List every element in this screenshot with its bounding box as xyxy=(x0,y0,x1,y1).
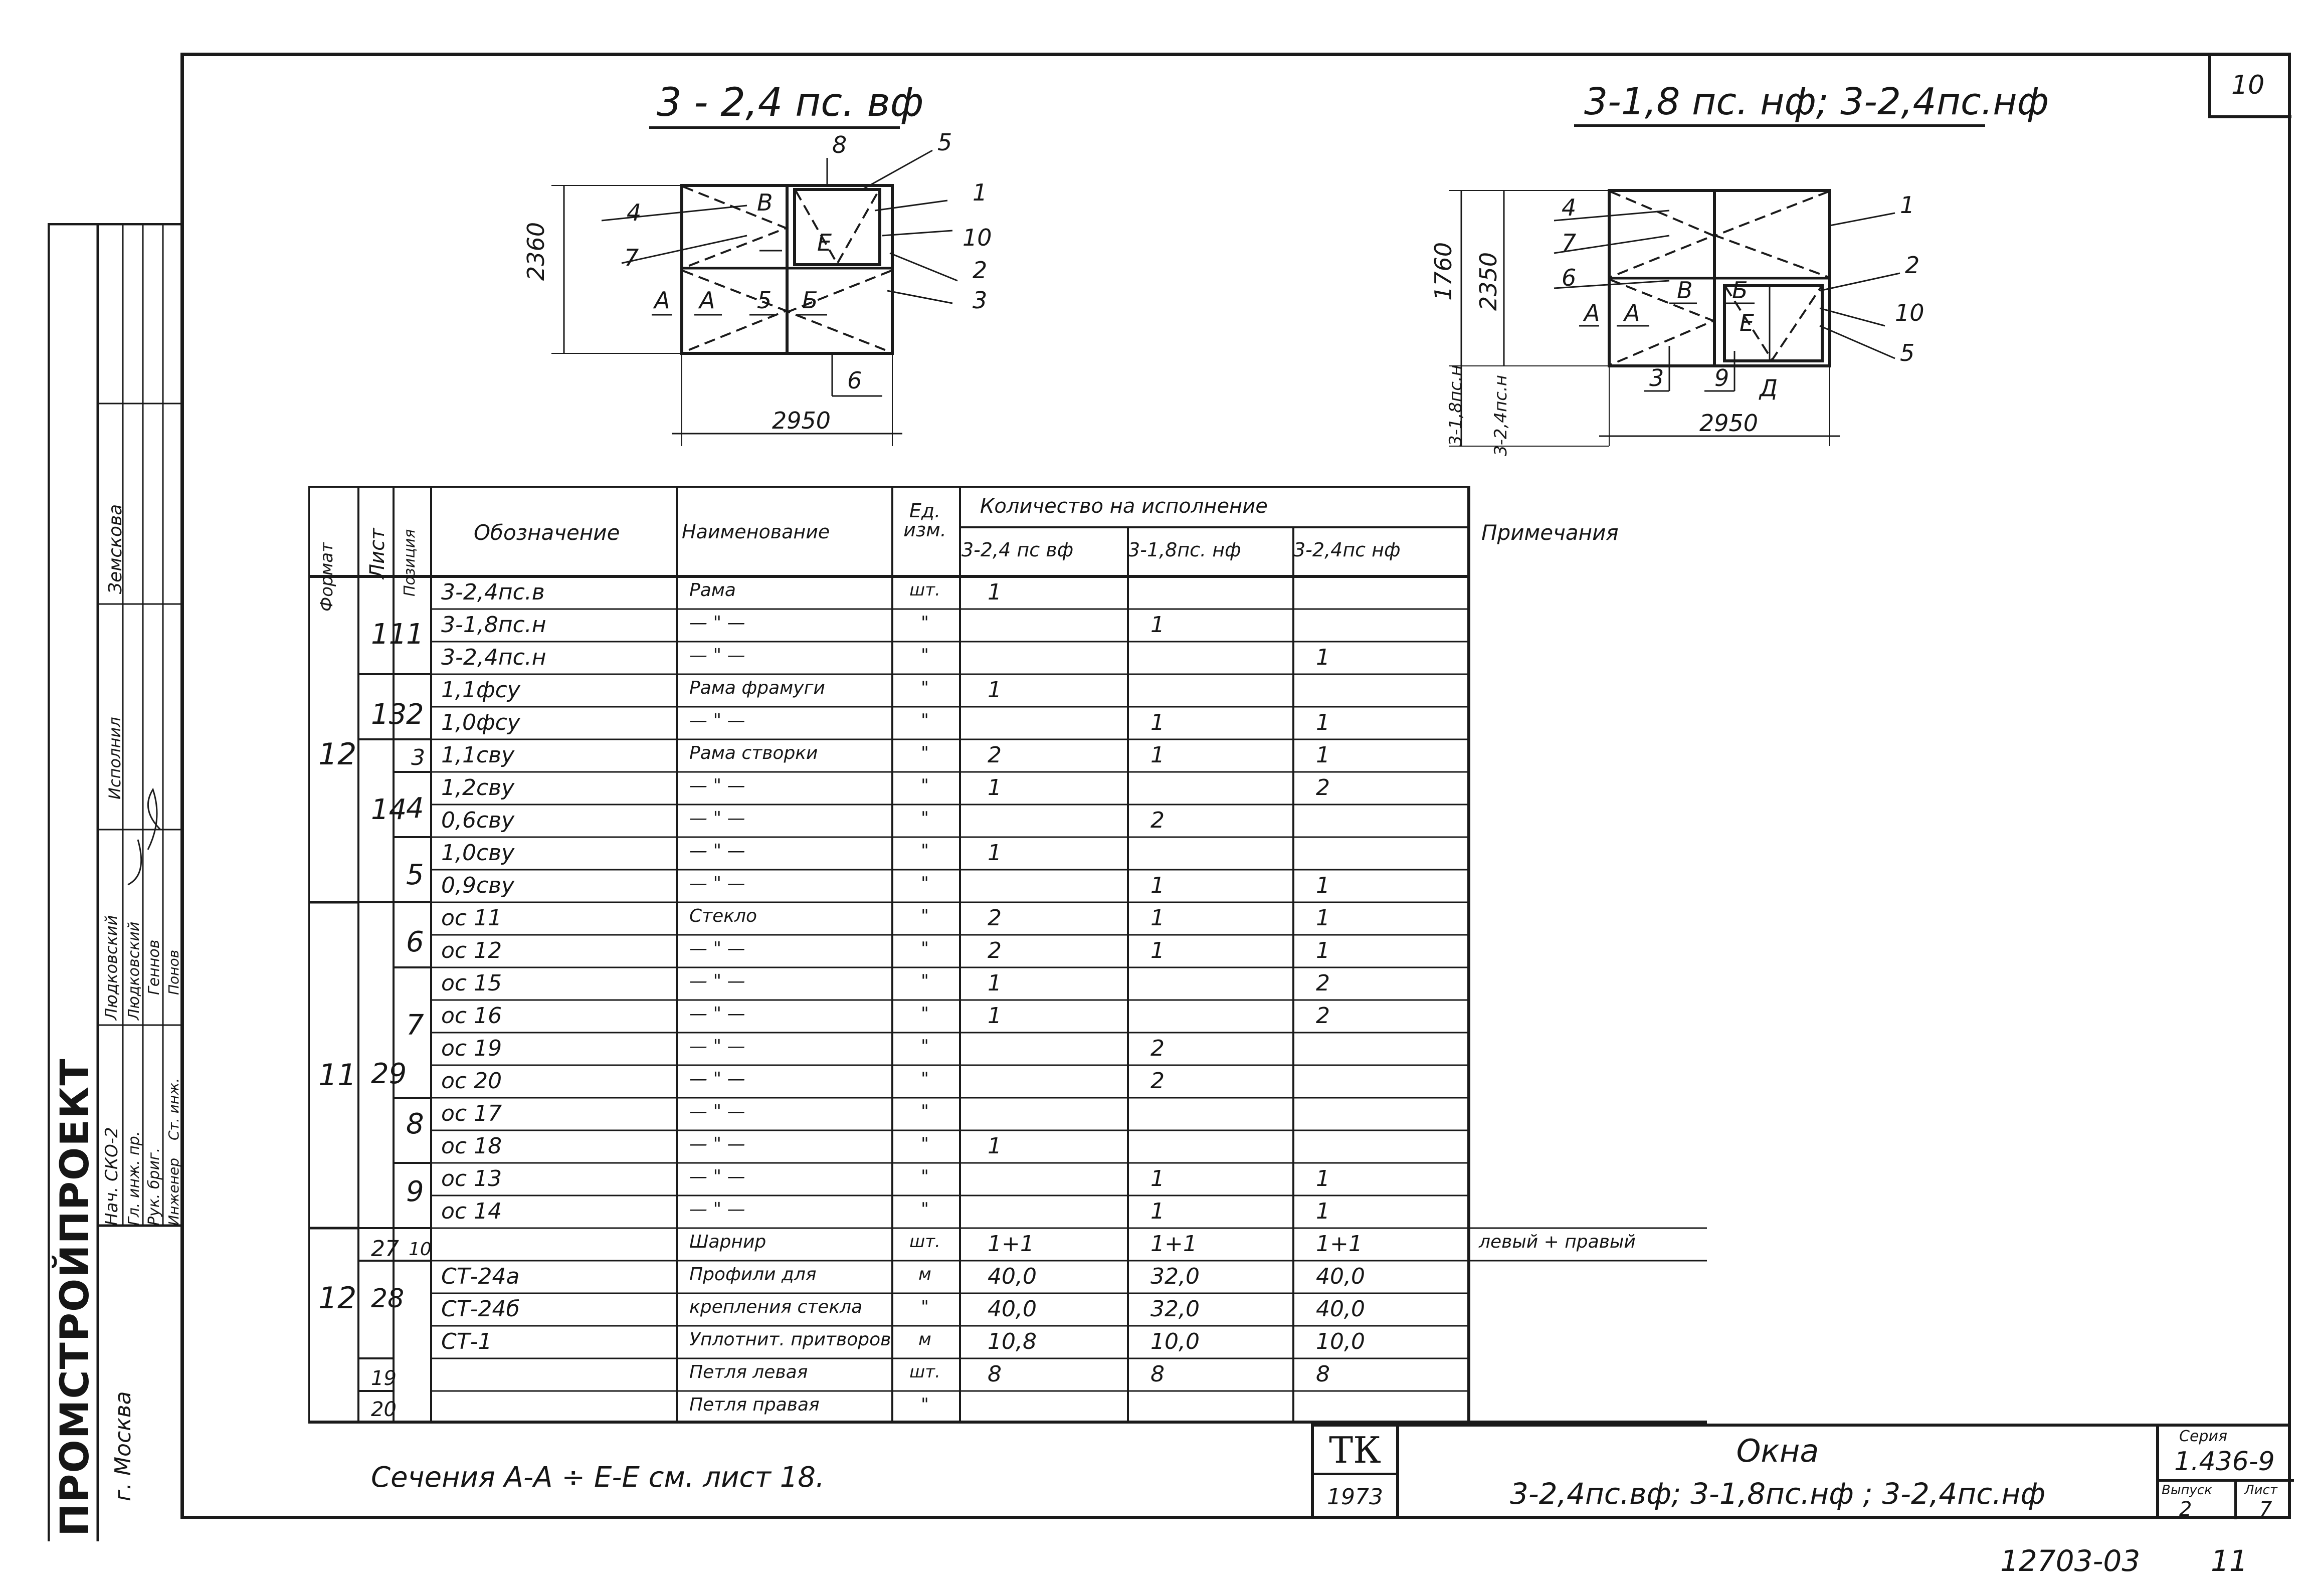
row-16-unit: " xyxy=(921,1069,929,1089)
row-22-unit: м xyxy=(918,1264,931,1284)
row-21-unit: шт. xyxy=(909,1232,940,1252)
row-22-name: Профили для xyxy=(689,1264,817,1285)
left-callout-2: 2 xyxy=(973,257,988,284)
issue-divider xyxy=(2234,1479,2237,1519)
row-16-designation: ос 20 xyxy=(441,1068,502,1094)
row-10-unit: " xyxy=(921,873,929,893)
right-dim-height-b: 2350 xyxy=(1475,252,1502,311)
left-callout-1: 1 xyxy=(973,179,988,206)
stamp-name-2: Людковский xyxy=(125,921,143,1020)
row-19-unit: " xyxy=(921,1166,929,1186)
left-callout-3: 3 xyxy=(973,287,988,314)
stamp-city: г. Москва xyxy=(110,1391,136,1501)
row-21-q1: 1+1 xyxy=(988,1231,1034,1257)
left-callout-E: Е xyxy=(817,229,832,256)
row-12-name: — " — xyxy=(689,938,745,959)
stamp-role-1: Нач. СКО-2 xyxy=(102,1127,122,1226)
sheet-number: 10 xyxy=(2231,70,2265,100)
row-18-name: — " — xyxy=(689,1134,745,1154)
left-drawing-title: 3 - 2,4 пс. вф xyxy=(657,80,924,125)
footnote: Сечения А-А ÷ Е-Е см. лист 18. xyxy=(371,1461,825,1494)
row-7-designation: 1,2сву xyxy=(441,775,515,801)
row-12-designation: ос 12 xyxy=(441,938,502,963)
tk-divider xyxy=(1314,1473,1396,1475)
row-8-unit: " xyxy=(921,808,929,828)
left-callout-5b: 5 xyxy=(757,287,772,314)
row-14-q3: 2 xyxy=(1316,1003,1330,1029)
row-26-unit: " xyxy=(921,1394,929,1415)
row-13-q1: 1 xyxy=(988,970,1002,996)
stamp-role-4: Ст. инж. xyxy=(165,1078,182,1140)
group-pos-7: 7 xyxy=(406,1009,424,1042)
row-4-name: Рама фрамуги xyxy=(689,678,825,698)
right-callout-D: Д xyxy=(1760,374,1778,402)
group-sheet-27: 27 xyxy=(371,1236,399,1262)
stamp-executor: Земскова xyxy=(105,504,126,594)
group-pos-3: 3 xyxy=(411,745,425,770)
hdr-position: Позиция xyxy=(401,529,419,596)
row-3-unit: " xyxy=(921,645,929,665)
row-25-name: Петля левая xyxy=(689,1362,808,1382)
row-11-q2: 1 xyxy=(1150,905,1165,931)
row-23-q2: 32,0 xyxy=(1150,1296,1200,1322)
stamp-role-2: Гл. инж. пр. xyxy=(125,1131,143,1226)
right-callout-3: 3 xyxy=(1649,364,1664,391)
row-15-unit: " xyxy=(921,1036,929,1056)
hdr-qty-col-2: 3-1,8пс. нф xyxy=(1128,539,1241,561)
row-1-q1: 1 xyxy=(988,579,1002,605)
stamp-name-4: Понов xyxy=(165,949,182,995)
row-13-unit: " xyxy=(921,971,929,991)
row-2-name: — " — xyxy=(689,613,745,633)
group-pos-8: 8 xyxy=(406,1108,424,1140)
specification-table xyxy=(308,486,1707,1424)
row-17-designation: ос 17 xyxy=(441,1101,502,1126)
row-12-q1: 2 xyxy=(988,938,1002,963)
row-11-name: Стекло xyxy=(689,906,757,926)
row-8-q2: 2 xyxy=(1150,808,1165,833)
left-dim-height: 2360 xyxy=(522,222,549,281)
row-5-q3: 1 xyxy=(1316,710,1330,735)
right-side-b: 3-2,4пс.н xyxy=(1491,375,1511,456)
group-format-1: 12 xyxy=(318,737,357,772)
hdr-unit: Ед. изм. xyxy=(903,500,946,541)
row-8-designation: 0,6сву xyxy=(441,808,515,833)
hdr-qty-col-1: 3-2,4 пс вф xyxy=(961,539,1074,561)
row-3-name: — " — xyxy=(689,645,745,666)
row-7-q1: 1 xyxy=(988,775,1002,801)
stamp-name-3: Геннов xyxy=(145,939,163,995)
left-callout-5: 5 xyxy=(937,129,952,156)
row-9-designation: 1,0сву xyxy=(441,840,515,866)
left-callout-6: 6 xyxy=(847,367,862,394)
row-14-designation: ос 16 xyxy=(441,1003,502,1029)
row-25-q1: 8 xyxy=(988,1361,1002,1387)
row-23-q1: 40,0 xyxy=(988,1296,1037,1322)
row-13-designation: ос 15 xyxy=(441,970,502,996)
group-format-3: 12 xyxy=(318,1281,357,1316)
group-sheet-20: 20 xyxy=(371,1398,397,1421)
right-callout-A2: A xyxy=(1624,299,1640,326)
hdr-name: Наименование xyxy=(682,521,830,543)
row-22-q1: 40,0 xyxy=(988,1264,1037,1289)
sheet-label: Лист xyxy=(2244,1483,2277,1498)
right-dim-width: 2950 xyxy=(1699,410,1759,437)
row-1-designation: 3-2,4пс.в xyxy=(441,579,545,605)
right-callout-9: 9 xyxy=(1714,364,1729,391)
row-20-designation: ос 14 xyxy=(441,1199,502,1224)
series-value: 1.436-9 xyxy=(2174,1447,2275,1477)
left-callout-A2: A xyxy=(699,287,715,314)
row-24-designation: СТ-1 xyxy=(441,1329,492,1354)
row-13-q3: 2 xyxy=(1316,970,1330,996)
row-3-q3: 1 xyxy=(1316,645,1330,670)
title-block xyxy=(1311,1424,2291,1519)
group-pos-1: 1 xyxy=(406,618,424,651)
row-5-name: — " — xyxy=(689,710,745,731)
row-14-unit: " xyxy=(921,1004,929,1024)
bottom-page: 11 xyxy=(2211,1544,2248,1578)
left-callout-7: 7 xyxy=(624,244,639,271)
row-23-name: крепления стекла xyxy=(689,1297,863,1317)
hdr-qty-group: Количество на исполнение xyxy=(980,495,1268,518)
row-19-q2: 1 xyxy=(1150,1166,1165,1191)
sheet-value: 7 xyxy=(2259,1498,2272,1521)
row-11-unit: " xyxy=(921,906,929,926)
row-11-designation: ос 11 xyxy=(441,905,502,931)
hdr-format: Формат xyxy=(317,542,337,612)
tk-cell xyxy=(1314,1427,1399,1519)
row-19-q3: 1 xyxy=(1316,1166,1330,1191)
row-20-q2: 1 xyxy=(1150,1199,1165,1224)
row-7-name: — " — xyxy=(689,775,745,796)
right-callout-10: 10 xyxy=(1895,299,1924,326)
row-14-q1: 1 xyxy=(988,1003,1002,1029)
row-24-unit: м xyxy=(918,1329,931,1349)
right-drawing-title: 3-1,8 пс. нф; 3-2,4пс.нф xyxy=(1584,80,2049,123)
row-3-designation: 3-2,4пс.н xyxy=(441,645,546,670)
issue-value: 2 xyxy=(2179,1498,2192,1521)
row-25-q3: 8 xyxy=(1316,1361,1330,1387)
row-10-q2: 1 xyxy=(1150,873,1165,898)
row-6-unit: " xyxy=(921,743,929,763)
group-sheet-13: 13 xyxy=(371,698,407,731)
row-2-designation: 3-1,8пс.н xyxy=(441,612,546,638)
row-17-name: — " — xyxy=(689,1101,745,1122)
stamp-role-5: Инженер xyxy=(165,1157,182,1226)
group-sheet-14: 14 xyxy=(371,793,407,826)
left-title-underline xyxy=(649,126,900,129)
row-12-q3: 1 xyxy=(1316,938,1330,963)
row-25-q2: 8 xyxy=(1150,1361,1165,1387)
row-10-name: — " — xyxy=(689,873,745,894)
row-18-unit: " xyxy=(921,1134,929,1154)
right-callout-1: 1 xyxy=(1900,191,1915,219)
group-pos-10: 10 xyxy=(409,1239,432,1260)
row-11-q1: 2 xyxy=(988,905,1002,931)
doc-subtitle: 3-2,4пс.вф; 3-1,8пс.нф ; 3-2,4пс.нф xyxy=(1509,1477,2046,1511)
left-callout-4: 4 xyxy=(627,199,642,226)
row-15-designation: ос 19 xyxy=(441,1036,502,1061)
row-5-unit: " xyxy=(921,710,929,730)
tk-mark: ТК xyxy=(1329,1429,1381,1471)
row-20-unit: " xyxy=(921,1199,929,1219)
row-17-unit: " xyxy=(921,1101,929,1121)
hdr-qty-col-3: 3-2,4пс нф xyxy=(1293,539,1401,561)
group-pos-2: 2 xyxy=(406,698,424,731)
row-8-name: — " — xyxy=(689,808,745,829)
side-stamp xyxy=(48,223,183,1541)
group-pos-6: 6 xyxy=(406,926,424,958)
row-22-q2: 32,0 xyxy=(1150,1264,1200,1289)
hdr-designation: Обозначение xyxy=(474,520,620,545)
series-divider xyxy=(2159,1479,2294,1482)
row-16-name: — " — xyxy=(689,1069,745,1089)
row-15-name: — " — xyxy=(689,1036,745,1057)
row-1-name: Рама xyxy=(689,580,736,601)
row-5-designation: 1,0фсу xyxy=(441,710,520,735)
group-pos-4: 4 xyxy=(406,792,424,825)
row-13-name: — " — xyxy=(689,971,745,991)
issue-label: Выпуск xyxy=(2162,1483,2212,1498)
stamp-name-1: Людковский xyxy=(102,915,121,1020)
row-9-q1: 1 xyxy=(988,840,1002,866)
left-dim-width: 2950 xyxy=(772,407,831,434)
row-24-q1: 10,8 xyxy=(988,1329,1037,1354)
right-callout-7: 7 xyxy=(1562,229,1577,256)
row-4-q1: 1 xyxy=(988,677,1002,703)
row-23-q3: 40,0 xyxy=(1316,1296,1365,1322)
row-4-designation: 1,1фсу xyxy=(441,677,520,703)
row-9-name: — " — xyxy=(689,841,745,861)
row-18-designation: ос 18 xyxy=(441,1133,502,1159)
row-5-q2: 1 xyxy=(1150,710,1165,735)
series-cell xyxy=(2156,1427,2294,1519)
row-11-q3: 1 xyxy=(1316,905,1330,931)
stamp-org: ПРОМСТРОЙПРОЕКТ xyxy=(53,1058,98,1536)
row-12-unit: " xyxy=(921,938,929,958)
row-23-designation: СТ-24б xyxy=(441,1296,520,1322)
row-25-unit: шт. xyxy=(909,1362,940,1382)
stamp-role-3: Рук. бриг. xyxy=(145,1147,163,1226)
row-10-q3: 1 xyxy=(1316,873,1330,898)
row-24-q3: 10,0 xyxy=(1316,1329,1365,1354)
group-pos-5: 5 xyxy=(406,859,424,891)
row-14-name: — " — xyxy=(689,1004,745,1024)
group-sheet-19: 19 xyxy=(371,1367,397,1390)
right-callout-2: 2 xyxy=(1905,252,1920,279)
left-callout-V: В xyxy=(757,189,773,216)
row-20-name: — " — xyxy=(689,1199,745,1220)
row-18-q1: 1 xyxy=(988,1133,1002,1159)
row-15-q2: 2 xyxy=(1150,1036,1165,1061)
row-21-note: левый + правый xyxy=(1479,1232,1636,1252)
row-21-q2: 1+1 xyxy=(1150,1231,1197,1257)
row-21-name: Шарнир xyxy=(689,1232,766,1252)
series-label: Серия xyxy=(2179,1428,2227,1445)
row-7-unit: " xyxy=(921,775,929,795)
row-6-designation: 1,1сву xyxy=(441,742,515,768)
right-title-underline xyxy=(1574,124,1985,127)
row-2-unit: " xyxy=(921,613,929,633)
right-callout-5: 5 xyxy=(1900,339,1915,366)
row-12-q2: 1 xyxy=(1150,938,1165,963)
right-callout-A1: A xyxy=(1584,299,1600,326)
tk-year: 1973 xyxy=(1327,1484,1383,1510)
right-callout-6: 6 xyxy=(1562,264,1577,291)
row-20-q3: 1 xyxy=(1316,1199,1330,1224)
row-2-q2: 1 xyxy=(1150,612,1165,638)
left-callout-8: 8 xyxy=(832,131,847,158)
row-19-name: — " — xyxy=(689,1166,745,1187)
right-callout-4: 4 xyxy=(1562,194,1577,221)
row-6-q1: 2 xyxy=(988,742,1002,768)
right-callout-E: Е xyxy=(1740,309,1755,336)
hdr-notes: Примечания xyxy=(1481,520,1619,545)
group-sheet-28: 28 xyxy=(371,1284,405,1314)
left-callout-10: 10 xyxy=(962,224,992,251)
group-pos-9: 9 xyxy=(406,1175,424,1208)
doc-title: Окна xyxy=(1736,1433,1819,1469)
stamp-executor-label: Исполнил xyxy=(105,717,124,800)
right-callout-B: Б xyxy=(1732,277,1748,304)
right-side-a: 3-1,8пс.н xyxy=(1446,365,1466,446)
bottom-code: 12703-03 xyxy=(2000,1544,2141,1578)
row-23-unit: " xyxy=(921,1297,929,1317)
row-6-name: Рама створки xyxy=(689,743,818,763)
row-6-q3: 1 xyxy=(1316,742,1330,768)
left-callout-B: Б xyxy=(802,287,818,314)
group-sheet-11: 11 xyxy=(371,618,407,651)
right-dim-height-a: 1760 xyxy=(1430,242,1457,301)
row-26-name: Петля правая xyxy=(689,1394,820,1415)
row-24-q2: 10,0 xyxy=(1150,1329,1200,1354)
row-21-q3: 1+1 xyxy=(1316,1231,1363,1257)
row-16-q2: 2 xyxy=(1150,1068,1165,1094)
sheet-number-box xyxy=(2208,55,2291,118)
right-callout-V: В xyxy=(1677,277,1693,304)
row-24-name: Уплотнит. притворов xyxy=(689,1329,891,1350)
row-4-unit: " xyxy=(921,678,929,698)
row-9-unit: " xyxy=(921,841,929,861)
row-22-designation: СТ-24а xyxy=(441,1264,520,1289)
row-6-q2: 1 xyxy=(1150,742,1165,768)
row-7-q3: 2 xyxy=(1316,775,1330,801)
group-format-2: 11 xyxy=(318,1058,357,1093)
group-sheet-29: 29 xyxy=(371,1058,407,1090)
hdr-sheet: Лист xyxy=(366,528,389,579)
row-19-designation: ос 13 xyxy=(441,1166,502,1191)
row-22-q3: 40,0 xyxy=(1316,1264,1365,1289)
row-1-unit: шт. xyxy=(909,580,940,600)
left-callout-A1: A xyxy=(654,287,670,314)
row-10-designation: 0,9сву xyxy=(441,873,515,898)
